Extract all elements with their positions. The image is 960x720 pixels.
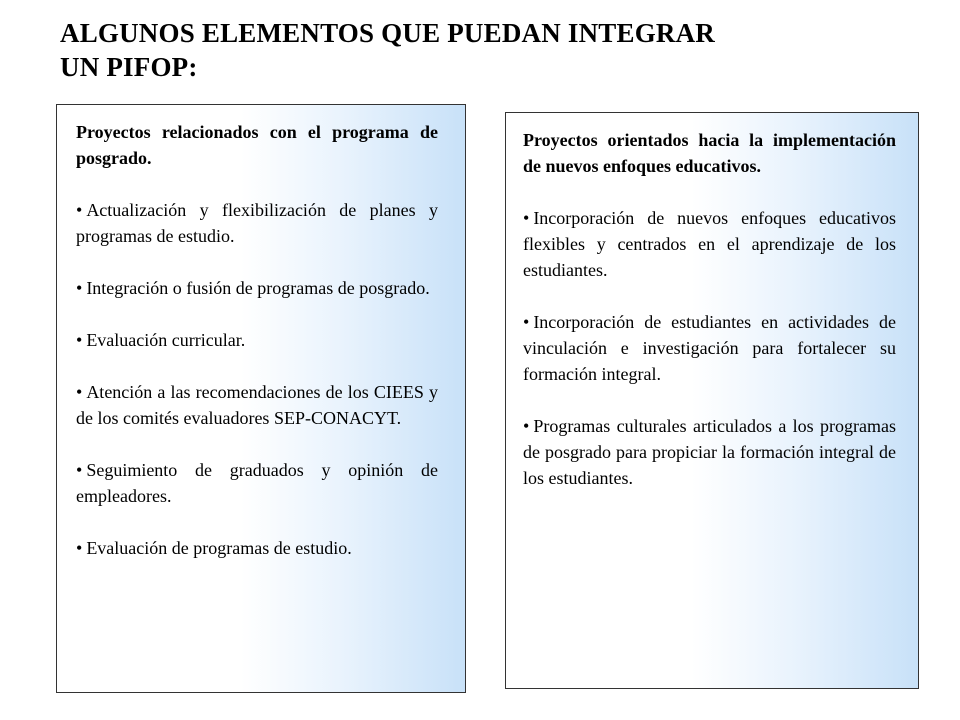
list-item-text: Evaluación de programas de estudio. <box>86 538 352 558</box>
list-item-text: Integración o fusión de programas de posgrado. <box>86 278 430 298</box>
bullet-icon: • <box>76 382 83 402</box>
list-item <box>76 457 438 509</box>
list-item <box>76 535 438 561</box>
list-item <box>76 275 438 301</box>
bullet-icon: • <box>76 200 83 220</box>
program-projects-heading: Proyectos relacionados con el programa de posgrado. <box>76 122 438 168</box>
bullet-icon: • <box>523 208 530 228</box>
list-item <box>76 197 438 249</box>
bullet-icon: • <box>523 312 530 332</box>
list-item <box>523 413 896 491</box>
bullet-icon: • <box>76 538 83 558</box>
list-item-text: Atención a las recomendaciones de los CIEES y de los comités evaluadores SEP-CONACYT. <box>76 382 438 428</box>
list-item-text: Actualización y flexibilización de planes y programas de estudio. <box>76 200 438 246</box>
list-item-text: Seguimiento de graduados y opinión de empleadores. <box>76 460 438 506</box>
list-item <box>76 327 438 353</box>
bullet-icon: • <box>76 330 83 350</box>
list-item <box>523 309 896 387</box>
list-item-text: Incorporación de nuevos enfoques educativos flexibles y centrados en el aprendizaje de los estudiantes. <box>523 208 896 280</box>
program-projects-box <box>56 104 466 693</box>
educational-approach-projects-box <box>505 112 919 689</box>
list-item-text: Incorporación de estudiantes en actividades de vinculación e investigación para fortalecer su formación integral. <box>523 312 896 384</box>
bullet-icon: • <box>76 460 83 480</box>
list-item-text: Evaluación curricular. <box>86 330 246 350</box>
page-title <box>60 16 880 84</box>
educational-approach-projects-heading: Proyectos orientados hacia la implementación de nuevos enfoques educativos. <box>523 130 896 176</box>
page-title-line-2: UN PIFOP: <box>60 52 198 82</box>
list-item <box>76 379 438 431</box>
list-item-text: Programas culturales articulados a los programas de posgrado para propiciar la formación integral de los estudiantes. <box>523 416 896 488</box>
page-title-line-1: ALGUNOS ELEMENTOS QUE PUEDAN INTEGRAR <box>60 18 716 48</box>
bullet-icon: • <box>523 416 530 436</box>
bullet-icon: • <box>76 278 83 298</box>
list-item <box>523 205 896 283</box>
